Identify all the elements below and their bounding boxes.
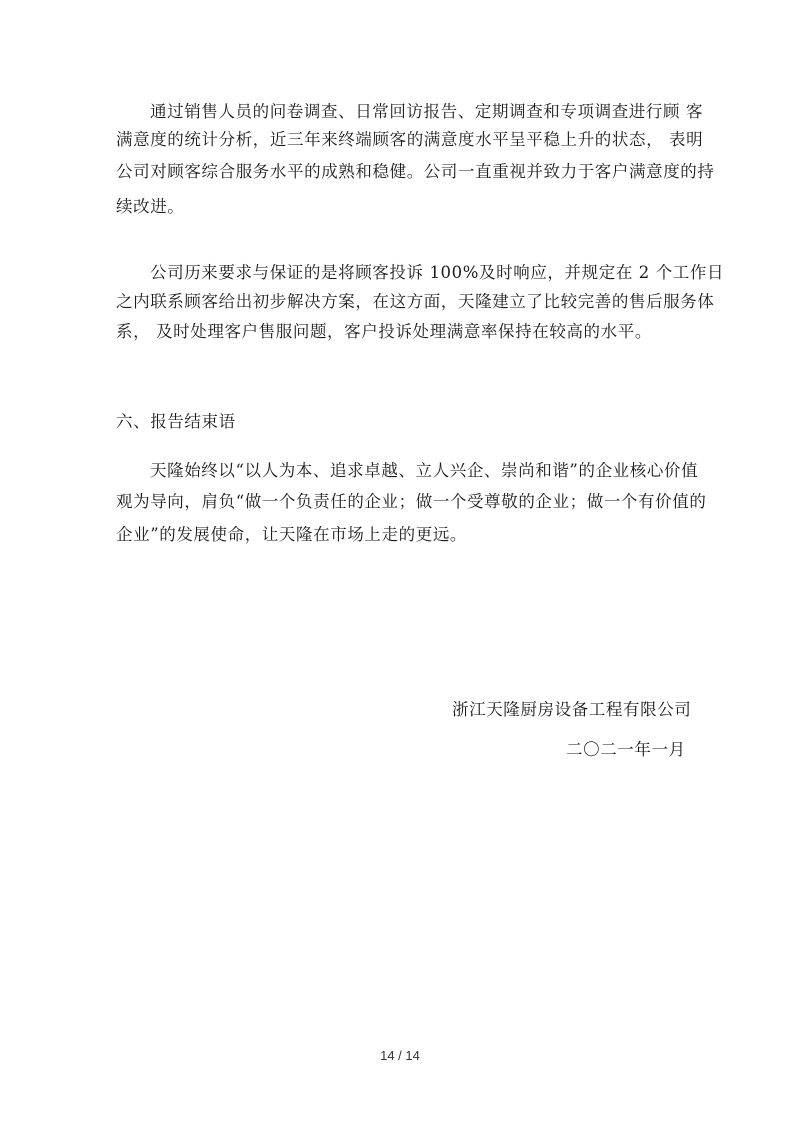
paragraph2-line-2: 之内联系顾客给出初步解决方案，在这方面，天隆建立了比较完善的售后服务体 [116,292,715,311]
signature-date: 二〇二一年一月 [566,740,686,759]
section6-line-2: 观为导向，肩负“做一个负责任的企业；做一个受尊敬的企业；做一个有价值的 [116,492,707,511]
section6-line-3: 企业”的发展使命，让天隆在市场上走的更远。 [116,525,468,544]
paragraph2-line-3: 系， 及时处理客户售服问题，客户投诉处理满意率保持在较高的水平。 [116,322,652,341]
section6-line-1: 天隆始终以“以人为本、追求卓越、立人兴企、崇尚和谐”的企业核心价值 [150,461,699,480]
paragraph1-line-3: 公司对顾客综合服务水平的成熟和稳健。公司一直重视并致力于客户满意度的持 [116,162,715,181]
paragraph1-line-4: 续改进。 [116,197,185,216]
paragraph1-line-1: 通过销售人员的问卷调查、日常回访报告、定期调查和专项调查进行顾 客 [150,102,704,121]
page-number: 14 / 14 [380,1048,420,1063]
signature-company: 浙江天隆厨房设备工程有限公司 [452,700,692,719]
section-heading: 六、报告结束语 [116,412,236,431]
paragraph2-line-1: 公司历来要求与保证的是将顾客投诉 100%及时响应，并规定在 2 个工作日 [150,263,725,282]
paragraph1-line-2: 满意度的统计分析，近三年来终端顾客的满意度水平呈平稳上升的状态， 表明 [116,130,704,149]
